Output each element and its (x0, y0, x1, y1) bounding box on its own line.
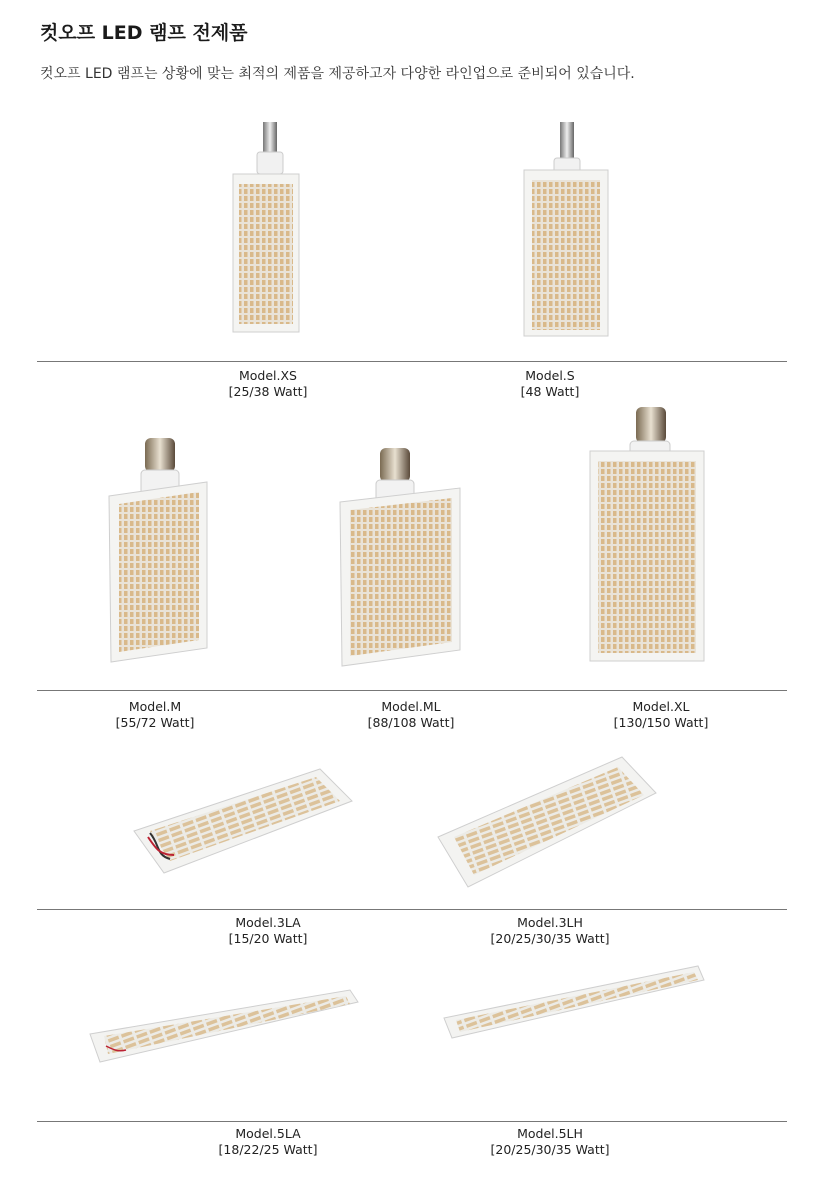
product-image-5la (88, 988, 360, 1068)
divider-row-2 (37, 690, 787, 691)
product-image-ml (338, 446, 462, 670)
product-image-s (518, 118, 610, 340)
wattage: [25/38 Watt] (228, 384, 308, 399)
product-image-3lh (436, 755, 658, 891)
product-image-3la (130, 765, 355, 877)
divider-row-4 (37, 1121, 787, 1122)
caption-s (521, 368, 580, 400)
divider-row-1 (37, 361, 787, 362)
divider-row-3 (37, 909, 787, 910)
product-image-m (105, 436, 211, 668)
wattage: [48 Watt] (520, 384, 580, 399)
wattage: [88/108 Watt] (367, 715, 455, 730)
model-name: Model.M (128, 699, 182, 714)
caption-5lh (490, 1126, 609, 1158)
page-title: 컷오프 LED 램프 전제품 (40, 22, 248, 44)
wattage: [55/72 Watt] (115, 715, 195, 730)
caption-3la (229, 915, 308, 947)
wattage: [20/25/30/35 Watt] (490, 1142, 610, 1157)
model-name: Model.5LH (517, 1126, 583, 1141)
caption-xl (614, 699, 709, 731)
model-name: Model.XS (238, 368, 297, 383)
caption-xs (229, 368, 308, 400)
caption-ml (368, 699, 455, 731)
product-image-xl (588, 405, 708, 665)
product-image-5lh (442, 962, 706, 1042)
caption-m (116, 699, 195, 731)
wattage: [15/20 Watt] (228, 931, 308, 946)
page-description: 컷오프 LED 램프는 상황에 맞는 최적의 제품을 제공하고자 다양한 라인업으로 준비되어 있습니다. (40, 66, 635, 82)
model-name: Model.S (525, 368, 575, 383)
model-name: Model.ML (381, 699, 441, 714)
wattage: [18/22/25 Watt] (218, 1142, 318, 1157)
wattage: [130/150 Watt] (613, 715, 709, 730)
model-name: Model.3LA (235, 915, 301, 930)
caption-3lh (490, 915, 609, 947)
model-name: Model.5LA (235, 1126, 301, 1141)
model-name: Model.XL (632, 699, 690, 714)
model-name: Model.3LH (517, 915, 583, 930)
caption-5la (219, 1126, 318, 1158)
product-image-xs (225, 118, 305, 338)
wattage: [20/25/30/35 Watt] (490, 931, 610, 946)
